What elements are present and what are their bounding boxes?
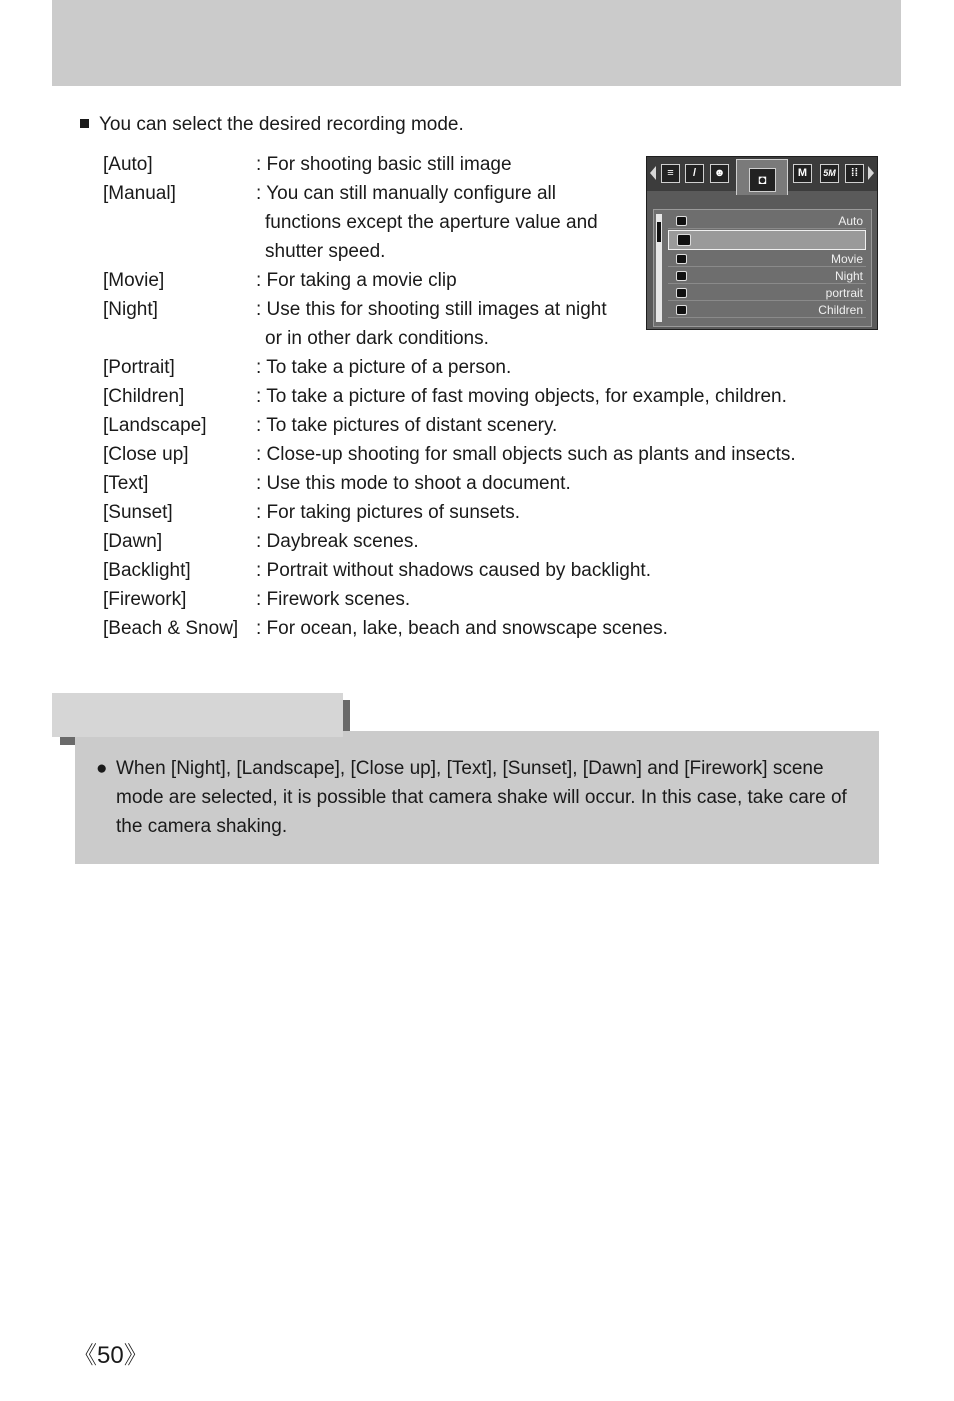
- camera-menu-item: [668, 302, 866, 318]
- scrollbar-thumb: [657, 222, 661, 242]
- mode-term: [Beach & Snow]: [103, 618, 239, 639]
- header-bar: [52, 0, 901, 86]
- mode-description-continued: shutter speed.: [265, 241, 386, 262]
- mode-description: : Daybreak scenes.: [256, 531, 419, 552]
- caution-note: [96, 754, 856, 841]
- mode-term: [Close up]: [103, 444, 189, 465]
- camera-menu-item-label: Night: [834, 269, 863, 283]
- mode-row: [103, 556, 796, 585]
- mode-term: [Movie]: [103, 270, 165, 291]
- camera-menu-item-label: portrait: [825, 286, 863, 300]
- mode-row: [103, 353, 796, 382]
- mode-term: [Children]: [103, 386, 185, 407]
- camera-menu-item: [668, 230, 866, 250]
- mode-row: [103, 411, 796, 440]
- mode-term: [Text]: [103, 473, 149, 494]
- mode-description: : Close-up shooting for small objects such as plants and insects.: [256, 444, 796, 465]
- camera-menu-item: [668, 268, 866, 284]
- mode-term: [Dawn]: [103, 531, 163, 552]
- caution-bullet: ●: [96, 758, 108, 779]
- intro-line: [80, 113, 464, 137]
- mode-description: : To take a picture of fast moving objects, for example, children.: [256, 386, 787, 407]
- camera-menu-tabbar: [647, 157, 877, 191]
- night-icon: [676, 271, 687, 281]
- mode-row: [103, 382, 796, 411]
- arrow-right-icon: [868, 166, 874, 180]
- camera-menu-item: [668, 285, 866, 301]
- mode-row: [103, 527, 796, 556]
- mode-row: [103, 614, 796, 643]
- camera-menu-item: [668, 213, 866, 229]
- caution-text: When [Night], [Landscape], [Close up], [Text], [Sunset], [Dawn] and [Firework] scene mode are selected, it is possible that camera shake will occur. In this case, take care of the camera shaking.: [116, 758, 847, 837]
- wrench-tab-icon: /: [685, 164, 704, 183]
- mode-description: : To take a picture of a person.: [256, 357, 512, 378]
- camera-menu-item-label: Movie: [830, 252, 863, 266]
- portrait-icon: [676, 288, 687, 298]
- mode-row: [103, 440, 796, 469]
- camera-menu-item: [668, 251, 866, 267]
- caution-tab: [52, 693, 343, 737]
- mode-term: [Firework]: [103, 589, 187, 610]
- mode-row: [103, 585, 796, 614]
- scrollbar: [656, 214, 662, 322]
- mode-description: : Use this mode to shoot a document.: [256, 473, 571, 494]
- mode-description-continued: or in other dark conditions.: [265, 328, 489, 349]
- grid-tab-icon: ⁞⁞: [845, 164, 864, 183]
- camera-manual-tab-icon: ◘: [749, 168, 776, 192]
- mode-term: [Landscape]: [103, 415, 207, 436]
- camera-menu-panel: [653, 209, 872, 327]
- mode-term: [Night]: [103, 299, 158, 320]
- mode-description: : Use this for shooting still images at night: [256, 299, 607, 320]
- mode-description: : Firework scenes.: [256, 589, 411, 610]
- intro-text: You can select the desired recording mode.: [99, 114, 464, 135]
- person-tab-icon: ☻: [710, 164, 729, 183]
- mode-term: [Portrait]: [103, 357, 175, 378]
- mode-term: [Auto]: [103, 154, 153, 175]
- mode-description-continued: functions except the aperture value and: [265, 212, 598, 233]
- mode-description: : For ocean, lake, beach and snowscape scenes.: [256, 618, 668, 639]
- mode-term: [Backlight]: [103, 560, 191, 581]
- page-number: 《50》: [73, 1342, 148, 1369]
- mode-description: : To take pictures of distant scenery.: [256, 415, 558, 436]
- camera-icon: [676, 216, 687, 226]
- info-tab-icon: ≡: [661, 164, 680, 183]
- mode-description: : You can still manually configure all: [256, 183, 556, 204]
- arrow-left-icon: [650, 166, 656, 180]
- mode-description: : For taking pictures of sunsets.: [256, 502, 521, 523]
- mode-term: [Manual]: [103, 183, 176, 204]
- scene-tab-active: [736, 159, 788, 195]
- camera-manual-icon: [677, 234, 691, 246]
- mode-description: : Portrait without shadows caused by backlight.: [256, 560, 651, 581]
- children-icon: [676, 305, 687, 315]
- camera-menu-screenshot: [646, 156, 878, 330]
- square-bullet-icon: [80, 119, 89, 128]
- camera-menu-item-label: Children: [818, 303, 863, 317]
- mode-row: [103, 469, 796, 498]
- mode-row: [103, 498, 796, 527]
- mode-term: [Sunset]: [103, 502, 173, 523]
- mode-description: : For shooting basic still image: [256, 154, 512, 175]
- movie-icon: [676, 254, 687, 264]
- resolution-tab-icon: 5M: [820, 164, 839, 183]
- camera-menu-item-label: Auto: [838, 214, 863, 228]
- mode-description: : For taking a movie clip: [256, 270, 457, 291]
- manual-tab-icon: M: [793, 164, 812, 183]
